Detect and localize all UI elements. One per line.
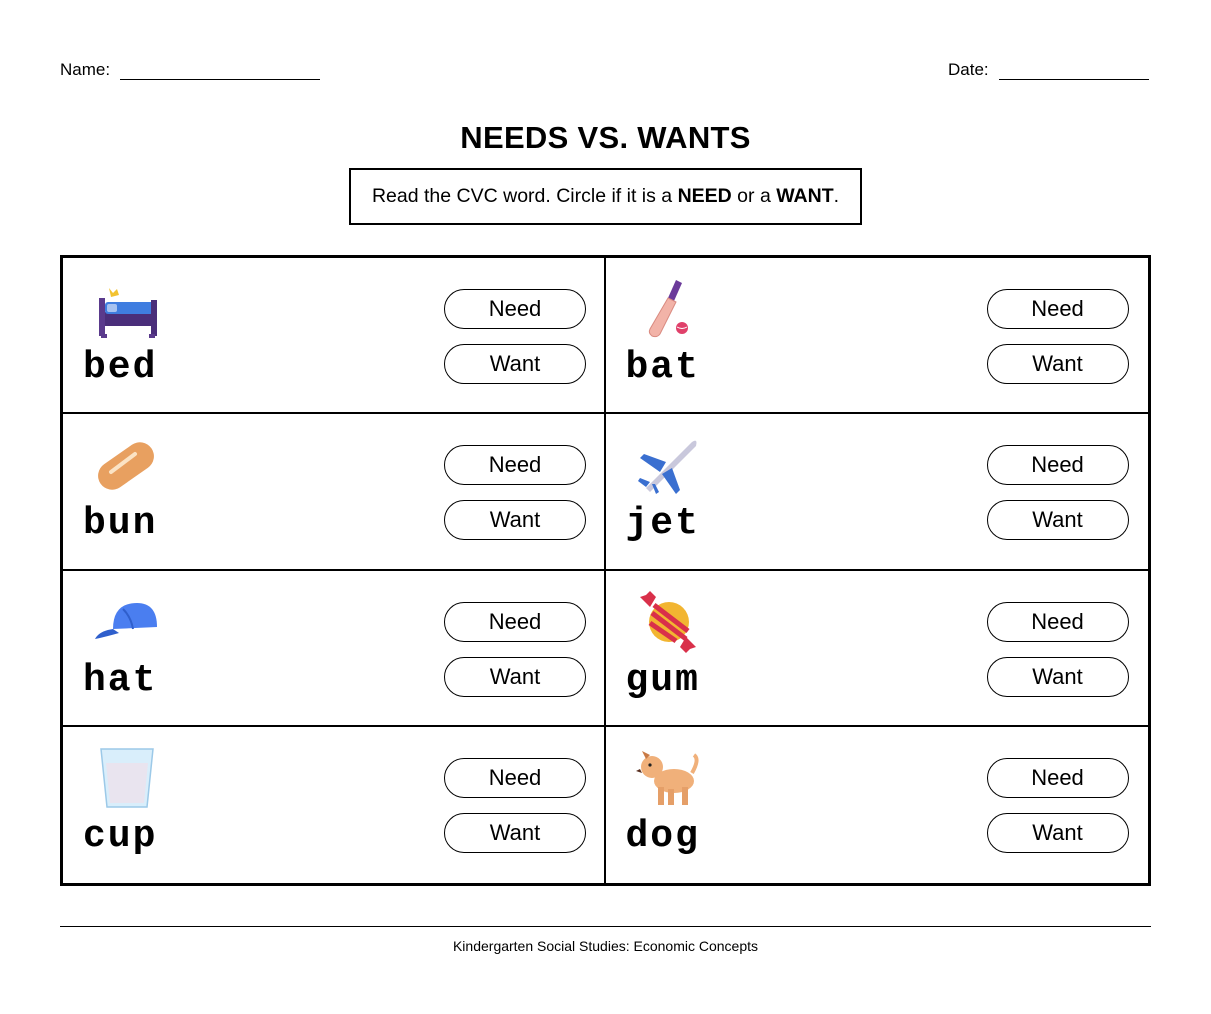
glass-of-milk-icon xyxy=(93,745,159,811)
cvc-word: jet xyxy=(625,502,700,546)
want-choice[interactable]: Want xyxy=(444,813,586,853)
instructions-need: NEED xyxy=(677,185,732,207)
candy-icon xyxy=(636,589,702,655)
instructions-box xyxy=(349,168,862,225)
need-choice[interactable]: Need xyxy=(987,758,1129,798)
word-cell xyxy=(63,727,606,883)
need-choice[interactable]: Need xyxy=(987,445,1129,485)
cricket-bat-icon xyxy=(636,276,702,342)
worksheet-grid xyxy=(60,255,1151,886)
want-choice[interactable]: Want xyxy=(987,657,1129,697)
want-choice[interactable]: Want xyxy=(987,500,1129,540)
word-cell xyxy=(63,571,606,727)
cvc-word: dog xyxy=(625,814,700,858)
cvc-word: gum xyxy=(625,658,700,702)
need-choice[interactable]: Need xyxy=(444,758,586,798)
name-label: Name: xyxy=(60,60,111,79)
name-field xyxy=(60,60,320,80)
date-blank-line[interactable] xyxy=(999,64,1149,80)
footer-text: Kindergarten Social Studies: Economic Concepts xyxy=(452,938,759,954)
cvc-word: bun xyxy=(83,502,158,546)
need-choice[interactable]: Need xyxy=(444,602,586,642)
need-choice[interactable]: Need xyxy=(987,289,1129,329)
cvc-word: bat xyxy=(625,346,700,389)
need-choice[interactable]: Need xyxy=(444,289,586,329)
word-cell xyxy=(63,258,606,414)
date-field xyxy=(948,60,1149,80)
page-title: NEEDS VS. WANTS xyxy=(460,120,751,155)
word-cell xyxy=(63,414,606,570)
want-choice[interactable]: Want xyxy=(444,500,586,540)
instructions-want: WANT xyxy=(776,185,834,207)
dog-icon xyxy=(636,745,702,811)
word-cell xyxy=(606,727,1149,883)
bread-icon xyxy=(93,432,159,498)
want-choice[interactable]: Want xyxy=(987,344,1129,384)
want-choice[interactable]: Want xyxy=(444,657,586,697)
name-blank-line[interactable] xyxy=(120,64,320,80)
date-label: Date: xyxy=(948,60,989,79)
instructions-text-1: Read the CVC word. Circle if it is a xyxy=(371,185,678,207)
cvc-word: hat xyxy=(83,658,158,702)
footer-divider xyxy=(60,926,1151,927)
need-choice[interactable]: Need xyxy=(444,445,586,485)
word-cell xyxy=(606,414,1149,570)
want-choice[interactable]: Want xyxy=(444,344,586,384)
word-cell xyxy=(606,258,1149,414)
cvc-word: cup xyxy=(83,814,158,858)
bed-icon xyxy=(93,276,159,342)
cvc-word: bed xyxy=(83,346,158,389)
word-cell xyxy=(606,571,1149,727)
airplane-icon xyxy=(636,432,702,498)
instructions-text-2: or a xyxy=(731,185,777,207)
want-choice[interactable]: Want xyxy=(987,813,1129,853)
cap-icon xyxy=(93,589,159,655)
instructions-text-3: . xyxy=(833,185,840,207)
need-choice[interactable]: Need xyxy=(987,602,1129,642)
